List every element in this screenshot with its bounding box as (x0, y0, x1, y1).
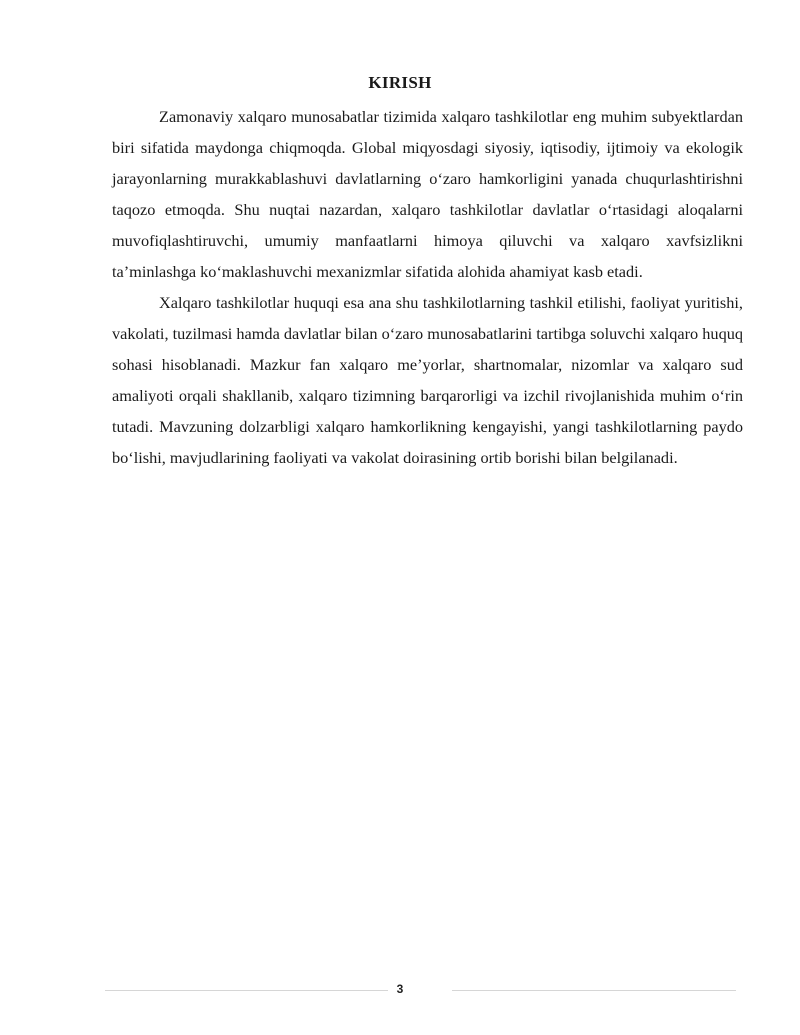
paragraph-1: Zamonaviy xalqaro munosabatlar tizimida xalqaro tashkilotlar eng muhim subyektlardan biri sifatida maydonga chiqmoqda. Global miqyosdagi siyosiy, iqtisodiy, ijtimoiy va ekologik jarayonlarning murakkablashuvi davlatlarning o‘zaro hamkorligini yanada chuqurlashtirishni taqozo etmoqda. Shu nuqtai nazardan, xalqaro tashkilotlar davlatlar o‘rtasidagi aloqalarni muvofiqlashtiruvchi, umumiy manfaatlarni himoya qiluvchi va xalqaro xavfsizlikni ta’minlashga ko‘maklashuvchi mexanizmlar sifatida alohida ahamiyat kasb etadi. (112, 107, 743, 281)
page-number: 3 (396, 982, 404, 996)
page-footer (0, 980, 800, 1000)
page-title: KIRISH (368, 73, 432, 92)
paragraph-2: Xalqaro tashkilotlar huquqi esa ana shu tashkilotlarning tashkil etilishi, faoliyat yuritishi, vakolati, tuzilmasi hamda davlatlar bilan o‘zaro munosabatlarini tartibga soluvchi xalqaro huquq sohasi hisoblanadi. Mazkur fan xalqaro me’yorlar, shartnomalar, nizomlar va xalqaro sud amaliyoti orqali shakllanib, xalqaro tizimning barqarorligi va izchil rivojlanishida muhim o‘rin tutadi. Mavzuning dolzarbligi xalqaro hamkorlikning kengayishi, yangi tashkilotlarning paydo bo‘lishi, mavjudlarining faoliyati va vakolat doirasining ortib borishi bilan belgilanadi. (112, 293, 743, 467)
footer-divider-right (452, 990, 736, 991)
footer-divider-left (105, 990, 388, 991)
document-body (112, 101, 743, 473)
